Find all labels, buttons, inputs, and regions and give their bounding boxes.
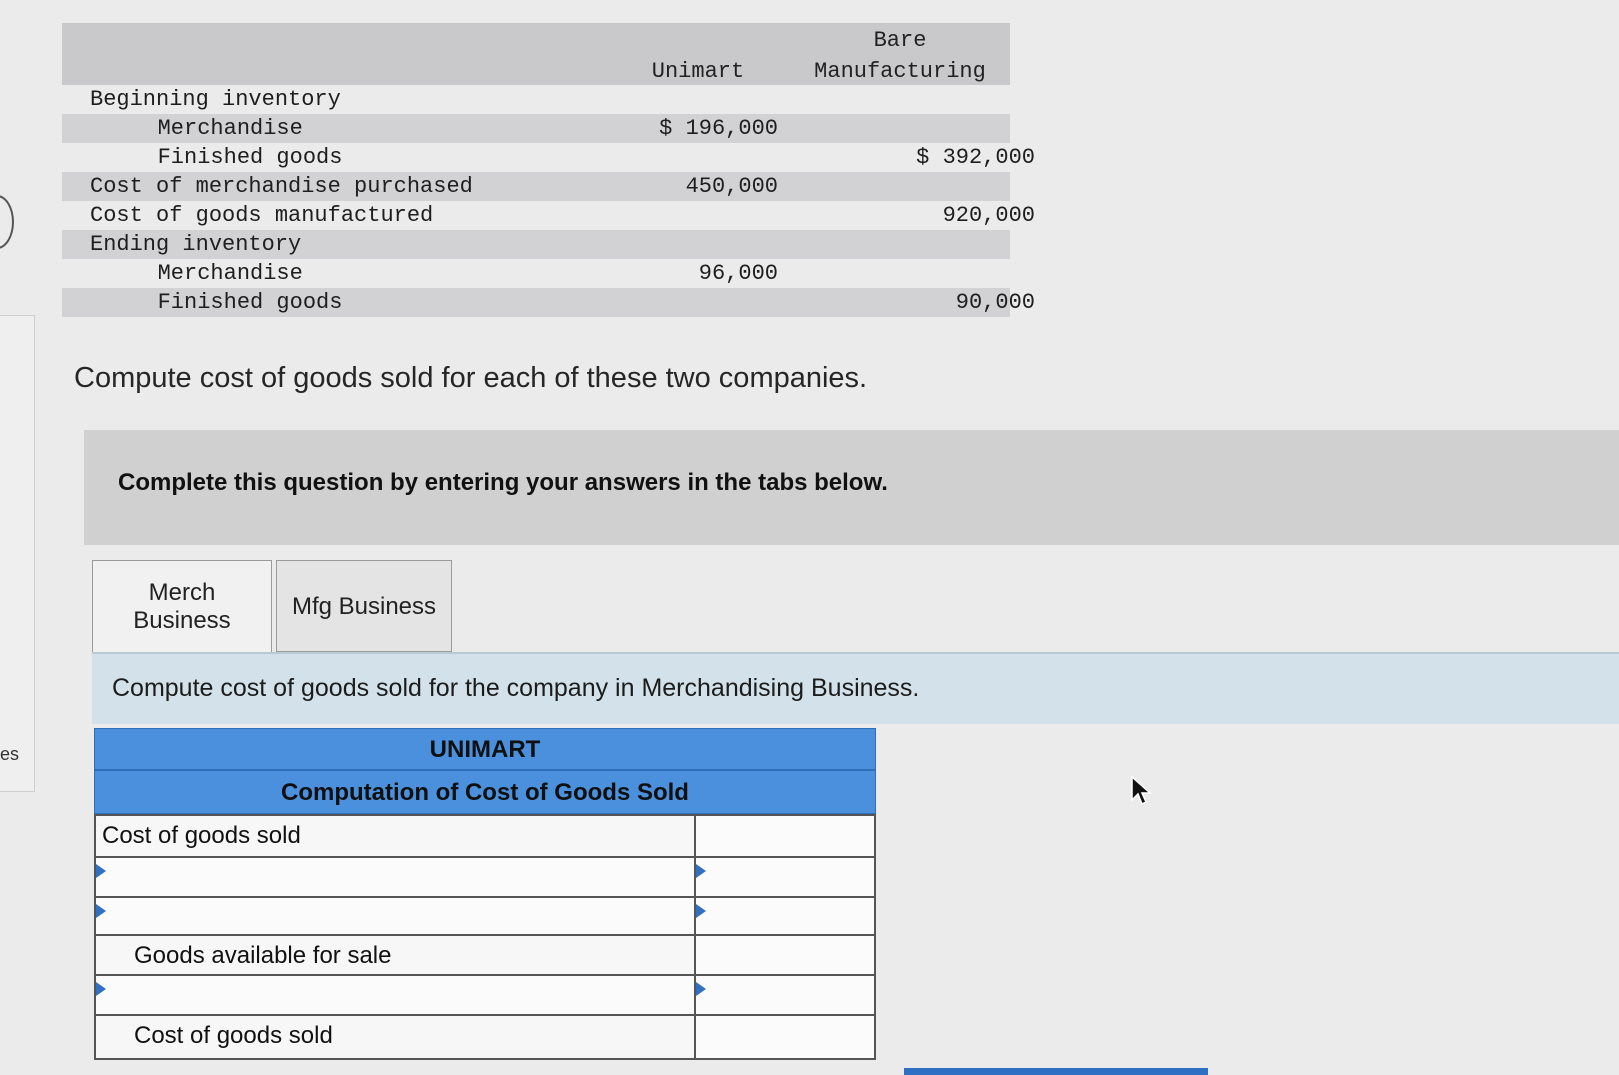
given-row-label: Cost of goods manufactured <box>90 203 434 228</box>
bottom-accent-bar <box>904 1068 1208 1075</box>
given-row <box>62 259 1010 288</box>
tab-merch-label-line2: Business <box>133 607 231 634</box>
mouse-pointer-icon <box>1130 776 1152 806</box>
answer-table-title: UNIMART <box>94 728 876 770</box>
given-row <box>62 230 1010 259</box>
left-edge-panel <box>0 0 34 1075</box>
answer-amount-input[interactable] <box>696 816 874 856</box>
tab-content-prompt <box>92 652 1619 724</box>
answer-row <box>94 976 876 1016</box>
edge-side-panel <box>0 315 35 792</box>
given-row <box>62 114 1010 143</box>
given-row-label: Merchandise <box>118 261 303 286</box>
answer-row <box>94 936 876 976</box>
answer-amount-input[interactable] <box>696 898 874 934</box>
column-header-unimart: Unimart <box>651 59 745 84</box>
answer-label-dropdown[interactable] <box>96 858 696 896</box>
given-row-label: Beginning inventory <box>90 87 341 112</box>
answer-amount-input[interactable] <box>696 976 874 1014</box>
answer-row <box>94 858 876 898</box>
answer-row-label: Goods available for sale <box>134 942 392 969</box>
given-row-bare-value: 920,000 <box>942 203 1035 228</box>
answer-amount-input[interactable] <box>696 1016 874 1058</box>
given-row-label: Cost of merchandise purchased <box>90 174 473 199</box>
given-row-label: Ending inventory <box>90 232 302 257</box>
given-row <box>62 143 1035 172</box>
answer-label-cell <box>96 936 696 974</box>
answer-amount-input[interactable] <box>696 858 874 896</box>
given-row-label: Finished goods <box>118 145 343 170</box>
dropdown-marker-icon <box>96 982 106 996</box>
answer-row-label: Cost of goods sold <box>102 822 301 849</box>
given-row-unimart-value: 96,000 <box>698 261 778 286</box>
given-row-unimart-value: 450,000 <box>685 174 778 199</box>
edge-text: es <box>0 744 20 764</box>
answer-label-dropdown[interactable] <box>96 976 696 1014</box>
answer-label-dropdown[interactable] <box>96 898 696 934</box>
answer-row <box>94 1016 876 1060</box>
answer-label-cell <box>96 1016 696 1058</box>
given-row-bare-value: $ 392,000 <box>916 145 1035 170</box>
tab-merch-label-line1: Merch <box>148 579 216 606</box>
dropdown-marker-icon <box>96 904 106 918</box>
dropdown-marker-icon <box>696 982 706 996</box>
answer-row-label: Cost of goods sold <box>134 1022 333 1049</box>
given-row-bare-value: 90,000 <box>955 290 1035 315</box>
edge-circle-decoration <box>0 195 14 249</box>
tab-mfg-label: Mfg Business <box>291 593 437 620</box>
answer-row <box>94 898 876 936</box>
dropdown-marker-icon <box>696 864 706 878</box>
banner-text: Complete this question by entering your answers in the tabs below. <box>118 469 888 496</box>
question-instruction: Compute cost of goods sold for each of these two companies. <box>74 362 868 394</box>
tab-mfg-business[interactable] <box>276 560 452 652</box>
given-row <box>62 201 1035 230</box>
given-row <box>62 288 1035 317</box>
dropdown-marker-icon <box>696 904 706 918</box>
given-row-unimart-value: $ 196,000 <box>659 116 778 141</box>
given-row-label: Finished goods <box>118 290 343 315</box>
given-row <box>62 85 1010 114</box>
tab-prompt-text: Compute cost of goods sold for the company in Merchandising Business. <box>112 674 920 702</box>
answer-amount-input[interactable] <box>696 936 874 974</box>
given-row <box>62 172 1010 201</box>
dropdown-marker-icon <box>96 864 106 878</box>
column-header-bare-text: Bare Manufacturing <box>814 28 986 84</box>
answer-row <box>94 814 876 858</box>
given-table-header <box>62 23 1010 85</box>
given-row-label: Merchandise <box>118 116 303 141</box>
answer-label-cell <box>96 816 696 856</box>
answer-banner <box>84 430 1619 545</box>
answer-table-subtitle: Computation of Cost of Goods Sold <box>94 770 876 814</box>
column-header-bare-manufacturing <box>790 25 1010 87</box>
tab-merch-business[interactable] <box>92 560 272 652</box>
